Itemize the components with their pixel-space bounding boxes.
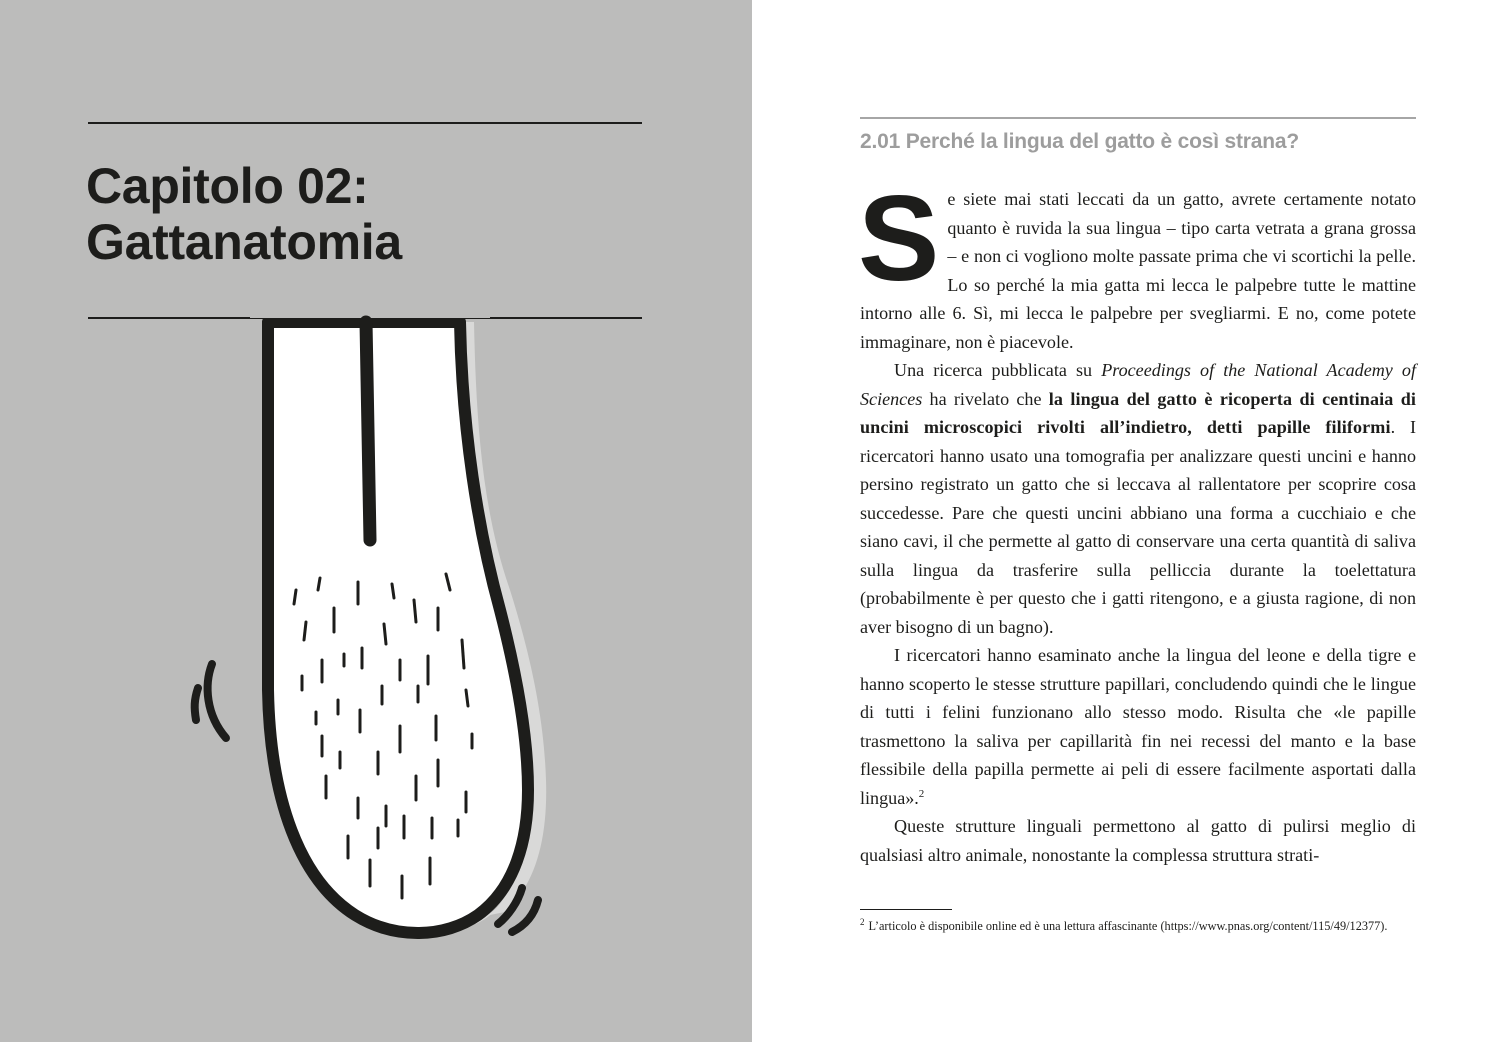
drop-cap: S xyxy=(858,170,940,306)
section-rule xyxy=(860,117,1416,119)
section-title: 2.01 Perché la lingua del gatto è così strana? xyxy=(860,130,1299,153)
paragraph-1 xyxy=(858,170,1416,356)
paragraph-3-text: I ricercatori hanno esaminato anche la lingua del leone e della tigre e hanno scoperto le stesse strutture papillari, concludendo quindi che le lingue di tutti i felini funzionano allo stesso modo. Risulta che «le papille trasmettono la saliva per capillarità fin nei recessi del manto e la base flessibile della papilla permette ai peli di essere facilmente asportati dalla lingua». xyxy=(860,645,1416,808)
chapter-name: Gattanatomia xyxy=(86,214,402,270)
tongue-groove xyxy=(366,322,370,540)
footnote-number: 2 xyxy=(860,916,865,927)
paragraph-4-text: Queste strutture linguali permettono al gatto di pulirsi meglio di qualsiasi altro animale, nonostante la complessa struttura strati- xyxy=(860,816,1416,865)
footnote-reference[interactable]: 2 xyxy=(918,787,925,800)
paragraph-4 xyxy=(860,812,1416,869)
tongue-body xyxy=(268,322,528,933)
chapter-number: Capitolo 02: xyxy=(86,158,369,214)
paragraph-2-start: Una ricerca pubblicata su xyxy=(894,360,1102,380)
paragraph-3 xyxy=(860,641,1416,812)
paragraph-2 xyxy=(860,356,1416,641)
right-page xyxy=(752,0,1500,1042)
footnote-rule xyxy=(860,909,952,910)
highlighted-finding: la lingua del gatto è ricoperta di centinaia di uncini microscopici rivolti all’indietro, detti papille filiformi xyxy=(860,388,1417,437)
footnote-text: L’articolo è disponibile online ed è una lettura affascinante (https://www.pnas.org/content/115/49/12377). xyxy=(868,919,1388,933)
paragraph-1-text: e siete mai stati leccati da un gatto, avrete certamente notato quanto è ruvida la sua lingua – tipo carta vetrata a grana grossa – e non ci vogliono molte passate prima che vi scortichi la pelle. Lo so perché la mia gatta mi lecca le palpebre tutte le mattine intorno alle 6. Sì, mi lecca le palpebre per svegliarmi. E no, come potete immaginare, non è piacevole. xyxy=(860,189,1416,352)
motion-lines-left xyxy=(195,664,226,738)
paragraph-2-mid: ha rivelato che xyxy=(922,388,1049,409)
body-text xyxy=(858,170,1417,869)
journal-name: Proceedings of the National Academy of Sciences xyxy=(860,360,1416,409)
footnote xyxy=(860,917,1416,935)
paragraph-2-end: . I ricercatori hanno usato una tomografia per analizzare questi uncini e hanno persino registrato un gatto che si leccava al rallentatore per scoprire cosa succedesse. Pare che questi uncini abbiano una forma a cucchiaio e che siano cavi, il che permette al gatto di conservare una certa quantità di saliva sulla lingua da trasferire sulla pelliccia durante la toelettatura (probabilmente è per questo che i gatti ritengono, e a giusta ragione, di non aver bisogno di un bagno). xyxy=(860,417,1416,637)
